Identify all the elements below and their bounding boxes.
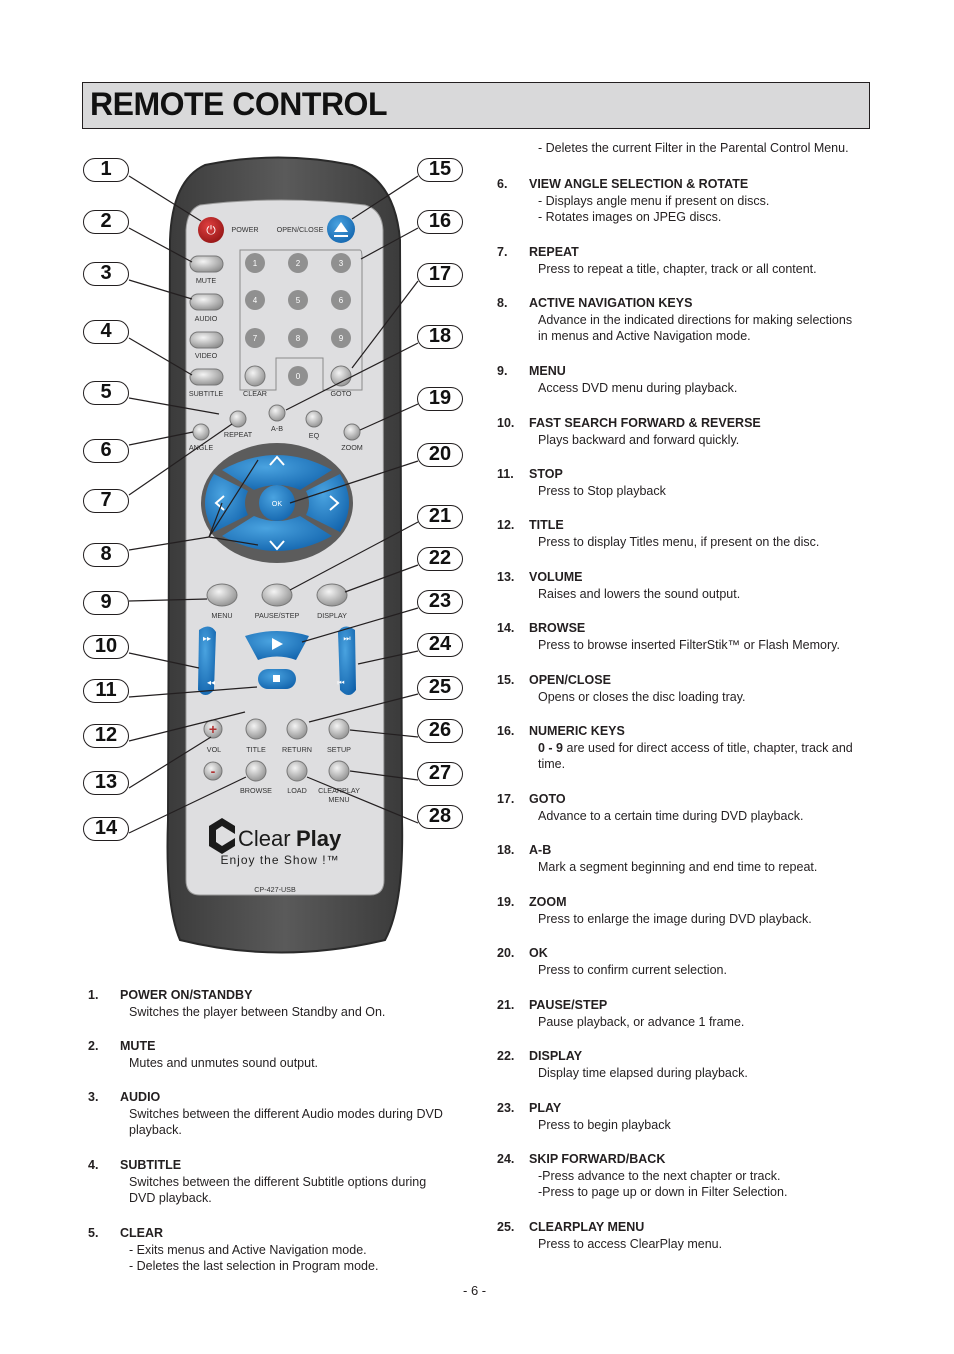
eq-button — [306, 411, 322, 427]
instruction-text: Switches between the different Audio modes during DVD — [129, 1106, 443, 1121]
svg-text:DISPLAY: DISPLAY — [317, 611, 347, 620]
callout-8: 8 — [83, 543, 129, 567]
instruction-item — [497, 517, 819, 550]
instruction-heading — [497, 945, 727, 962]
video-button — [190, 332, 223, 348]
svg-text:LOAD: LOAD — [287, 786, 307, 795]
instruction-number: 6. — [497, 177, 508, 191]
instruction-title: GOTO — [529, 792, 566, 806]
instruction-number: 1. — [88, 988, 99, 1002]
svg-text:A-B: A-B — [271, 424, 283, 433]
instruction-number: 15. — [497, 673, 515, 687]
instruction-number: 20. — [497, 946, 515, 960]
instruction-title: OPEN/CLOSE — [529, 673, 611, 687]
instruction-item — [497, 244, 817, 277]
instruction-title: SKIP FORWARD/BACK — [529, 1152, 666, 1166]
instruction-text: Switches between the different Subtitle options during — [129, 1174, 427, 1189]
svg-text:MENU: MENU — [211, 611, 233, 620]
instruction-text: Mark a segment beginning and end time to repeat. — [538, 859, 818, 874]
svg-text:3: 3 — [338, 259, 344, 268]
open-close-label: OPEN/CLOSE — [276, 225, 324, 234]
instruction-heading — [497, 620, 840, 637]
instruction-text: -Press advance to the next chapter or track. — [538, 1168, 781, 1183]
callout-12: 12 — [83, 724, 129, 748]
callout-16: 16 — [417, 210, 463, 234]
instruction-heading — [88, 987, 385, 1004]
svg-text:VOL: VOL — [206, 745, 222, 754]
instruction-number: 9. — [497, 364, 508, 378]
instruction-number: 16. — [497, 724, 515, 738]
callout-7: 7 — [83, 489, 129, 513]
instruction-number: 14. — [497, 621, 515, 635]
callout-23: 23 — [417, 590, 463, 614]
instruction-text: Pause playback, or advance 1 frame. — [538, 1014, 745, 1029]
instruction-item — [497, 1151, 787, 1201]
instruction-text: Mutes and unmutes sound output. — [129, 1055, 319, 1070]
instruction-item — [88, 987, 385, 1020]
instruction-text: Press to access ClearPlay menu. — [538, 1236, 723, 1251]
instruction-title: DISPLAY — [529, 1049, 583, 1063]
callout-1: 1 — [83, 158, 129, 182]
svg-text:1: 1 — [252, 259, 258, 268]
instruction-number: 21. — [497, 998, 515, 1012]
instruction-heading — [497, 1100, 671, 1117]
callout-2: 2 — [83, 210, 129, 234]
pause-step-button — [262, 584, 292, 606]
instruction-item — [497, 997, 744, 1030]
instruction-item — [497, 791, 803, 824]
instruction-title: FAST SEARCH FORWARD & REVERSE — [529, 416, 761, 430]
callout-22: 22 — [417, 547, 463, 571]
instruction-heading — [497, 363, 737, 380]
callout-21: 21 — [417, 505, 463, 529]
mute-button — [190, 256, 223, 272]
angle-button — [193, 424, 209, 440]
instruction-number: 4. — [88, 1158, 99, 1172]
instruction-title: ZOOM — [529, 895, 567, 909]
instruction-heading — [497, 295, 852, 312]
svg-text:⏻: ⏻ — [206, 223, 216, 237]
instruction-title: CLEARPLAY MENU — [529, 1220, 645, 1234]
instruction-heading — [497, 672, 746, 689]
instruction-heading — [497, 894, 812, 911]
svg-text:CLEARPLAY: CLEARPLAY — [318, 786, 360, 795]
instruction-heading — [88, 1225, 378, 1242]
svg-text:5: 5 — [295, 296, 301, 305]
svg-text:GOTO: GOTO — [330, 389, 352, 398]
instruction-heading — [497, 569, 740, 586]
svg-text:MENU: MENU — [328, 795, 350, 804]
svg-text:VIDEO: VIDEO — [194, 351, 218, 360]
instruction-text: in menus and Active Navigation mode. — [538, 329, 751, 344]
power-label: POWER — [231, 225, 259, 234]
instruction-number: 5. — [88, 1226, 99, 1240]
instruction-item — [497, 672, 746, 705]
svg-text:7: 7 — [252, 334, 258, 343]
callout-20: 20 — [417, 443, 463, 467]
svg-text:AUDIO: AUDIO — [194, 314, 218, 323]
svg-text:BROWSE: BROWSE — [240, 786, 272, 795]
instruction-item — [497, 295, 852, 345]
instruction-item — [497, 466, 666, 499]
svg-text:6: 6 — [338, 296, 344, 305]
svg-text:-: - — [210, 763, 216, 779]
instruction-number: 17. — [497, 792, 515, 806]
title-button — [246, 719, 266, 739]
callout-18: 18 — [417, 325, 463, 349]
instruction-title: SUBTITLE — [120, 1158, 182, 1172]
instruction-number: 22. — [497, 1049, 515, 1063]
svg-text:Play: Play — [296, 826, 342, 851]
instruction-heading — [497, 1151, 787, 1168]
instruction-text: Press to Stop playback — [538, 483, 666, 498]
instruction-heading — [497, 791, 803, 808]
svg-text:SETUP: SETUP — [327, 745, 351, 754]
svg-text:⏭: ⏭ — [343, 634, 351, 643]
instruction-title: REPEAT — [529, 245, 579, 259]
instruction-item — [497, 363, 737, 396]
instruction-heading — [497, 842, 817, 859]
return-button — [287, 719, 307, 739]
instruction-text: Display time elapsed during playback. — [538, 1065, 748, 1080]
instruction-heading — [497, 244, 817, 261]
svg-text:PAUSE/STEP: PAUSE/STEP — [254, 611, 300, 620]
instruction-number: 7. — [497, 245, 508, 259]
callout-28: 28 — [417, 805, 463, 829]
instruction-text: Press to repeat a title, chapter, track or all content. — [538, 261, 817, 276]
instruction-item — [497, 415, 761, 448]
callout-10: 10 — [83, 635, 129, 659]
instruction-title: CLEAR — [120, 1226, 164, 1240]
repeat-button — [230, 411, 246, 427]
instruction-title: OK — [529, 946, 548, 960]
instruction-item — [497, 569, 740, 602]
callout-19: 19 — [417, 387, 463, 411]
instruction-item — [497, 1219, 722, 1252]
load-button — [287, 761, 307, 781]
svg-text:EQ: EQ — [308, 431, 320, 440]
clear-button — [245, 366, 265, 386]
instruction-item — [497, 842, 817, 875]
instruction-text: - Rotates images on JPEG discs. — [538, 210, 722, 225]
goto-button — [331, 366, 351, 386]
instruction-text: Press to enlarge the image during DVD playback. — [538, 911, 812, 926]
instruction-title: ACTIVE NAVIGATION KEYS — [529, 296, 693, 310]
instruction-heading — [497, 466, 666, 483]
instruction-text: - Displays angle menu if present on discs. — [538, 193, 770, 208]
svg-text:⏮: ⏮ — [337, 678, 345, 687]
instruction-number: 8. — [497, 296, 508, 310]
instruction-title: PAUSE/STEP — [529, 998, 608, 1012]
instruction-number: 18. — [497, 843, 515, 857]
instruction-item — [497, 1100, 671, 1133]
instruction-text: Opens or closes the disc loading tray. — [538, 689, 746, 704]
instruction-text: Plays backward and forward quickly. — [538, 432, 740, 447]
svg-text:REPEAT: REPEAT — [223, 430, 253, 439]
instruction-title: VOLUME — [529, 570, 583, 584]
instruction-number: 23. — [497, 1101, 515, 1115]
callout-11: 11 — [83, 679, 129, 703]
instruction-item — [497, 894, 812, 927]
instruction-number: 11. — [497, 467, 514, 481]
svg-text:0: 0 — [295, 372, 301, 381]
display-button — [317, 584, 347, 606]
callout-9: 9 — [83, 591, 129, 615]
callout-17: 17 — [417, 263, 463, 287]
svg-text:TITLE: TITLE — [246, 745, 266, 754]
continued-text: - Deletes the current Filter in the Parental Control Menu. — [538, 141, 849, 155]
instruction-heading — [88, 1157, 426, 1174]
svg-text:MUTE: MUTE — [195, 276, 217, 285]
instruction-item — [88, 1038, 318, 1071]
callout-25: 25 — [417, 676, 463, 700]
instruction-heading — [88, 1089, 443, 1106]
callout-15: 15 — [417, 158, 463, 182]
instruction-text: Advance to a certain time during DVD playback. — [538, 808, 804, 823]
svg-text:▸▸: ▸▸ — [202, 634, 212, 643]
svg-text:8: 8 — [295, 334, 301, 343]
instruction-item — [497, 723, 853, 773]
callout-14: 14 — [83, 817, 129, 841]
instruction-number: 19. — [497, 895, 515, 909]
instruction-title: POWER ON/STANDBY — [120, 988, 253, 1002]
instruction-item — [497, 1048, 748, 1081]
instruction-heading — [497, 1219, 722, 1236]
instruction-item — [88, 1089, 443, 1139]
instruction-title: BROWSE — [529, 621, 586, 635]
instruction-text: Access DVD menu during playback. — [538, 380, 738, 395]
instruction-text: 0 - 9 are used for direct access of title, chapter, track and — [538, 740, 853, 755]
instruction-text: DVD playback. — [129, 1191, 212, 1206]
instruction-text: - Deletes the last selection in Program mode. — [129, 1259, 379, 1274]
instruction-text: -Press to page up or down in Filter Selection. — [538, 1185, 788, 1200]
callout-6: 6 — [83, 439, 129, 463]
instruction-title: STOP — [529, 467, 563, 481]
instruction-heading — [497, 723, 853, 740]
instruction-title: PLAY — [529, 1101, 562, 1115]
svg-text:RETURN: RETURN — [282, 745, 312, 754]
instruction-item — [88, 1225, 378, 1275]
callout-5: 5 — [83, 381, 129, 405]
instruction-text: - Exits menus and Active Navigation mode. — [129, 1242, 367, 1257]
svg-text:SUBTITLE: SUBTITLE — [188, 389, 224, 398]
svg-text:OK: OK — [271, 499, 283, 508]
instruction-number: 2. — [88, 1039, 99, 1053]
clearplay-menu-button — [329, 761, 349, 781]
instruction-title: A-B — [529, 843, 552, 857]
instruction-heading — [497, 997, 744, 1014]
model-number: CP-427-USB — [254, 885, 296, 894]
instruction-text: Raises and lowers the sound output. — [538, 586, 741, 601]
zoom-button — [344, 424, 360, 440]
tagline: Enjoy the Show !™ — [220, 853, 340, 867]
ab-button — [269, 405, 285, 421]
instruction-heading — [497, 176, 769, 193]
instruction-number: 13. — [497, 570, 515, 584]
svg-text:9: 9 — [338, 334, 344, 343]
svg-text:Clear: Clear — [238, 826, 291, 851]
instruction-title: MUTE — [120, 1039, 156, 1053]
instruction-title: AUDIO — [120, 1090, 161, 1104]
subtitle-button — [190, 369, 223, 385]
instruction-heading — [497, 415, 761, 432]
instruction-text: Advance in the indicated directions for making selections — [538, 312, 853, 327]
menu-button — [207, 584, 237, 606]
svg-text:4: 4 — [252, 296, 258, 305]
instruction-title: TITLE — [529, 518, 564, 532]
instruction-heading — [497, 517, 819, 534]
instruction-item — [497, 620, 840, 653]
instruction-item — [497, 176, 769, 226]
instruction-text: time. — [538, 757, 566, 772]
instruction-heading — [88, 1038, 318, 1055]
callout-4: 4 — [83, 320, 129, 344]
instruction-text: Press to display Titles menu, if present on the disc. — [538, 534, 820, 549]
page-title: REMOTE CONTROL — [90, 86, 387, 122]
svg-text:ANGLE: ANGLE — [188, 443, 214, 452]
instruction-text: Press to begin playback — [538, 1117, 671, 1132]
instruction-title: VIEW ANGLE SELECTION & ROTATE — [529, 177, 749, 191]
callout-27: 27 — [417, 762, 463, 786]
instruction-title: MENU — [529, 364, 566, 378]
instruction-text: playback. — [129, 1123, 182, 1138]
instruction-number: 24. — [497, 1152, 515, 1166]
instruction-text: Press to browse inserted FilterStik™ or Flash Memory. — [538, 637, 840, 652]
svg-text:CLEAR: CLEAR — [243, 389, 267, 398]
instruction-item — [88, 1157, 426, 1207]
setup-button — [329, 719, 349, 739]
page-number: - 6 - — [463, 1283, 487, 1298]
instruction-text: Switches the player between Standby and On. — [129, 1004, 386, 1019]
svg-text:+: + — [208, 721, 218, 737]
browse-button — [246, 761, 266, 781]
svg-text:ZOOM: ZOOM — [341, 443, 363, 452]
instruction-item — [497, 945, 727, 978]
instruction-number: 12. — [497, 518, 515, 532]
audio-button — [190, 294, 223, 310]
instruction-number: 3. — [88, 1090, 99, 1104]
callout-24: 24 — [417, 633, 463, 657]
instruction-text: Press to confirm current selection. — [538, 962, 727, 977]
instruction-number: 10. — [497, 416, 515, 430]
instruction-title: NUMERIC KEYS — [529, 724, 625, 738]
svg-text:2: 2 — [295, 259, 301, 268]
svg-text:◂◂: ◂◂ — [206, 678, 216, 687]
instruction-number: 25. — [497, 1220, 515, 1234]
callout-3: 3 — [83, 262, 129, 286]
instruction-heading — [497, 1048, 748, 1065]
callout-26: 26 — [417, 719, 463, 743]
callout-13: 13 — [83, 771, 129, 795]
